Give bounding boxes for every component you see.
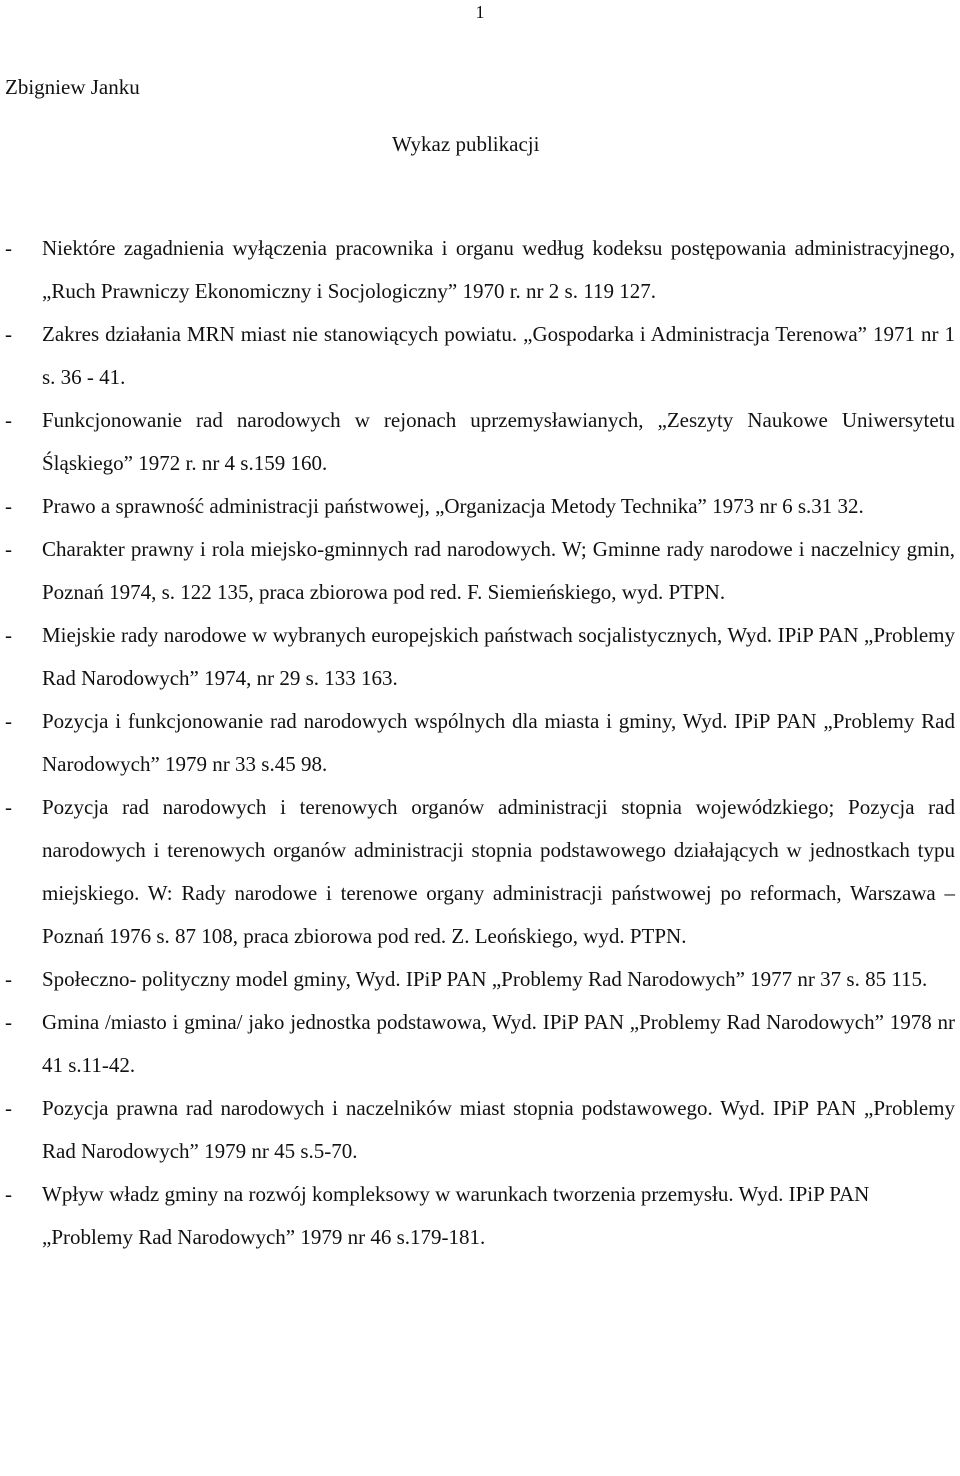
publication-item bbox=[5, 399, 955, 485]
publication-text: Pozycja prawna rad narodowych i naczelników miast stopnia podstawowego. Wyd. IPiP PAN „Problemy Rad Narodowych” 1979 nr 45 s.5-70. bbox=[42, 1096, 955, 1163]
publication-item bbox=[5, 958, 955, 1001]
publication-text: Pozycja i funkcjonowanie rad narodowych wspólnych dla miasta i gminy, Wyd. IPiP PAN „Problemy Rad Narodowych” 1979 nr 33 s.45 98. bbox=[42, 709, 955, 776]
publication-list bbox=[5, 227, 955, 1259]
list-dash: - bbox=[5, 967, 12, 991]
publication-item bbox=[5, 1087, 955, 1173]
list-dash: - bbox=[5, 494, 12, 518]
publication-item bbox=[5, 700, 955, 786]
list-dash: - bbox=[5, 537, 12, 561]
publication-text: Funkcjonowanie rad narodowych w rejonach uprzemysławianych, „Zeszyty Naukowe Uniwersytetu Śląskiego” 1972 r. nr 4 s.159 160. bbox=[42, 408, 955, 475]
list-dash: - bbox=[5, 1182, 12, 1206]
publication-item bbox=[5, 786, 955, 958]
list-dash: - bbox=[5, 1010, 12, 1034]
publication-item bbox=[5, 614, 955, 700]
publication-text: Zakres działania MRN miast nie stanowiących powiatu. „Gospodarka i Administracja Terenowa” 1971 nr 1 s. 36 - 41. bbox=[42, 322, 955, 389]
publication-text: Gmina /miasto i gmina/ jako jednostka podstawowa, Wyd. IPiP PAN „Problemy Rad Narodowych” 1978 nr 41 s.11-42. bbox=[42, 1010, 955, 1077]
publication-text: Społeczno- polityczny model gminy, Wyd. IPiP PAN „Problemy Rad Narodowych” 1977 nr 37 s. 85 115. bbox=[42, 967, 928, 991]
publication-item bbox=[5, 1001, 955, 1087]
publication-text: Miejskie rady narodowe w wybranych europejskich państwach socjalistycznych, Wyd. IPiP PAN „Problemy Rad Narodowych” 1974, nr 29 s. 133 163. bbox=[42, 623, 955, 690]
publication-item bbox=[5, 227, 955, 313]
publication-text: Charakter prawny i rola miejsko-gminnych rad narodowych. W; Gminne rady narodowe i naczelnicy gmin, Poznań 1974, s. 122 135, praca zbiorowa pod red. F. Siemieńskiego, wyd. PTPN. bbox=[42, 537, 955, 604]
list-dash: - bbox=[5, 709, 12, 733]
publication-item bbox=[5, 313, 955, 399]
list-dash: - bbox=[5, 795, 12, 819]
publication-item bbox=[5, 485, 955, 528]
list-dash: - bbox=[5, 1096, 12, 1120]
publication-text: Niektóre zagadnienia wyłączenia pracownika i organu według kodeksu postępowania administracyjnego, „Ruch Prawniczy Ekonomiczny i Socjologiczny” 1970 r. nr 2 s. 119 127. bbox=[42, 236, 955, 303]
publication-item bbox=[5, 528, 955, 614]
list-dash: - bbox=[5, 623, 12, 647]
author-name: Zbigniew Janku bbox=[5, 75, 140, 99]
document-title: Wykaz publikacji bbox=[392, 132, 540, 156]
list-dash: - bbox=[5, 408, 12, 432]
publication-text: Prawo a sprawność administracji państwowej, „Organizacja Metody Technika” 1973 nr 6 s.31 32. bbox=[42, 494, 864, 518]
page-number: 1 bbox=[475, 2, 485, 22]
publication-item bbox=[5, 1173, 955, 1259]
list-dash: - bbox=[5, 236, 12, 260]
list-dash: - bbox=[5, 322, 12, 346]
publication-text: Pozycja rad narodowych i terenowych organów administracji stopnia wojewódzkiego; Pozycja rad narodowych i terenowych organów administracji stopnia podstawowego działających w jednostkach typu miejskiego. W: Rady narodowe i terenowe organy administracji państwowej po reformach, Warszawa – Poznań 1976 s. 87 108, praca zbiorowa pod red. Z. Leońskiego, wyd. PTPN. bbox=[42, 795, 955, 948]
publication-text: Wpływ władz gminy na rozwój kompleksowy w warunkach tworzenia przemysłu. Wyd. IPiP PAN „Problemy Rad Narodowych” 1979 nr 46 s.179-181. bbox=[42, 1182, 870, 1249]
